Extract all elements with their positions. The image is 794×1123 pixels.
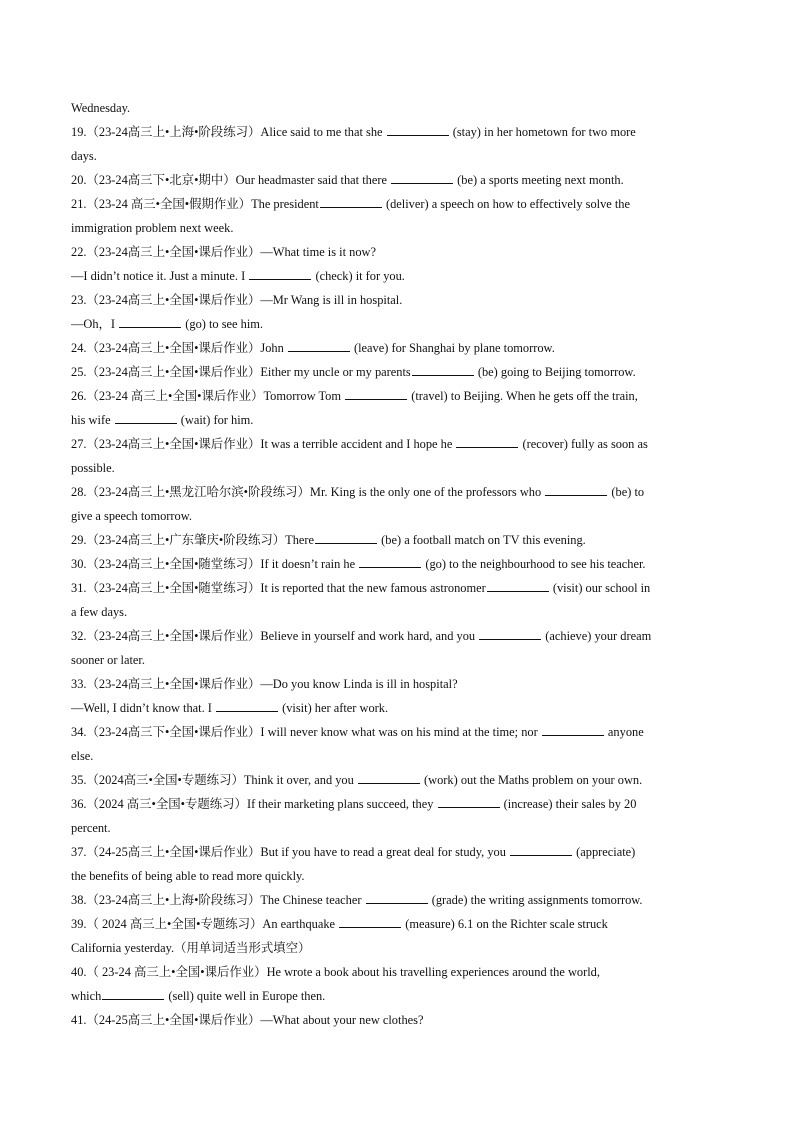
line-text: California yesterday.（用单词适当形式填空） [71, 941, 311, 955]
line-text: percent. [71, 821, 111, 835]
text-line [71, 600, 723, 624]
answer-blank[interactable] [387, 123, 449, 136]
line-text: 30.（23-24高三上•全国•随堂练习）If it doesn’t rain he [71, 557, 359, 571]
line-text: 21.（23-24 高三•全国•假期作业）The president [71, 197, 319, 211]
line-text: (travel) to Beijing. When he gets off the train, [408, 389, 638, 403]
line-text: (grade) the writing assignments tomorrow. [428, 893, 643, 907]
answer-blank[interactable] [366, 891, 428, 904]
line-text: the benefits of being able to read more quickly. [71, 869, 305, 883]
line-text: (appreciate) [573, 845, 636, 859]
text-line [71, 504, 723, 528]
answer-blank[interactable] [487, 579, 549, 592]
text-line [71, 192, 723, 216]
text-line [71, 672, 723, 696]
text-line [71, 480, 723, 504]
line-text: 40.（ 23-24 高三上•全国•课后作业）He wrote a book about his travelling experiences around the world, [71, 965, 600, 979]
text-line [71, 1008, 723, 1032]
text-line [71, 240, 723, 264]
line-text: a few days. [71, 605, 128, 619]
text-line [71, 864, 723, 888]
line-text: (recover) fully as soon as [519, 437, 648, 451]
answer-blank[interactable] [391, 171, 453, 184]
line-text: 19.（23-24高三上•上海•阶段练习）Alice said to me that she [71, 125, 386, 139]
text-line [71, 696, 723, 720]
answer-blank[interactable] [320, 195, 382, 208]
text-line [71, 312, 723, 336]
text-line [71, 360, 723, 384]
line-text: 36.（2024 高三•全国•专题练习）If their marketing plans succeed, they [71, 797, 437, 811]
line-text: 31.（23-24高三上•全国•随堂练习）It is reported that the new famous astronomer [71, 581, 486, 595]
line-text: (deliver) a speech on how to effectively solve the [382, 197, 631, 211]
text-line [71, 168, 723, 192]
text-line [71, 792, 723, 816]
text-line [71, 96, 723, 120]
line-text: (be) a sports meeting next month. [454, 173, 624, 187]
line-text: (check) it for you. [312, 269, 405, 283]
line-text: (stay) in her hometown for two more [449, 125, 636, 139]
line-text: (achieve) your dream [542, 629, 652, 643]
line-text: (be) a football match on TV this evening. [378, 533, 586, 547]
answer-blank[interactable] [119, 315, 181, 328]
text-line [71, 816, 723, 840]
answer-blank[interactable] [479, 627, 541, 640]
text-line [71, 720, 723, 744]
line-text: (go) to the neighbourhood to see his teacher. [422, 557, 646, 571]
text-line [71, 840, 723, 864]
answer-blank[interactable] [115, 411, 177, 424]
answer-blank[interactable] [102, 987, 164, 1000]
line-text: —Oh，I [71, 317, 119, 331]
text-line [71, 912, 723, 936]
answer-blank[interactable] [288, 339, 350, 352]
answer-blank[interactable] [339, 915, 401, 928]
text-line [71, 408, 723, 432]
line-text: (go) to see him. [182, 317, 264, 331]
line-text: 22.（23-24高三上•全国•课后作业）—What time is it now? [71, 245, 376, 259]
text-line [71, 624, 723, 648]
line-text: anyone [604, 725, 644, 739]
line-text: 27.（23-24高三上•全国•课后作业）It was a terrible accident and I hope he [71, 437, 456, 451]
text-line [71, 528, 723, 552]
line-text: 32.（23-24高三上•全国•课后作业）Believe in yourself and work hard, and you [71, 629, 479, 643]
answer-blank[interactable] [510, 843, 572, 856]
line-text: days. [71, 149, 97, 163]
line-text: his wife [71, 413, 114, 427]
line-text: 38.（23-24高三上•上海•阶段练习）The Chinese teacher [71, 893, 365, 907]
answer-blank[interactable] [545, 483, 607, 496]
line-text: 39.（ 2024 高三上•全国•专题练习）An earthquake [71, 917, 339, 931]
line-text: (be) to [608, 485, 645, 499]
text-line [71, 120, 723, 144]
answer-blank[interactable] [216, 699, 278, 712]
text-line [71, 648, 723, 672]
line-text: 28.（23-24高三上•黑龙江哈尔滨•阶段练习）Mr. King is the only one of the professors who [71, 485, 545, 499]
line-text: give a speech tomorrow. [71, 509, 192, 523]
text-line [71, 288, 723, 312]
line-text: (wait) for him. [177, 413, 254, 427]
line-text: 29.（23-24高三上•广东肇庆•阶段练习）There [71, 533, 315, 547]
line-text: Wednesday. [71, 101, 131, 115]
line-text: 26.（23-24 高三上•全国•课后作业）Tomorrow Tom [71, 389, 345, 403]
line-text: (sell) quite well in Europe then. [165, 989, 326, 1003]
text-line [71, 576, 723, 600]
line-text: (leave) for Shanghai by plane tomorrow. [350, 341, 555, 355]
text-line [71, 144, 723, 168]
text-line [71, 264, 723, 288]
line-text: sooner or later. [71, 653, 145, 667]
line-text: —I didn’t notice it. Just a minute. I [71, 269, 249, 283]
answer-blank[interactable] [345, 387, 407, 400]
text-line [71, 216, 723, 240]
line-text: immigration problem next week. [71, 221, 234, 235]
text-line [71, 888, 723, 912]
line-text: else. [71, 749, 94, 763]
exercise-list [71, 96, 723, 1032]
answer-blank[interactable] [315, 531, 377, 544]
line-text: (increase) their sales by 20 [500, 797, 637, 811]
line-text: (visit) her after work. [279, 701, 389, 715]
text-line [71, 768, 723, 792]
answer-blank[interactable] [542, 723, 604, 736]
text-line [71, 744, 723, 768]
text-line [71, 552, 723, 576]
line-text: 34.（23-24高三下•全国•课后作业）I will never know what was on his mind at the time; nor [71, 725, 541, 739]
text-line [71, 336, 723, 360]
answer-blank[interactable] [438, 795, 500, 808]
line-text: 25.（23-24高三上•全国•课后作业）Either my uncle or my parents [71, 365, 411, 379]
line-text: 37.（24-25高三上•全国•课后作业）But if you have to read a great deal for study, you [71, 845, 510, 859]
line-text: 35.（2024高三•全国•专题练习）Think it over, and you [71, 773, 357, 787]
text-line [71, 432, 723, 456]
line-text: 41.（24-25高三上•全国•课后作业）—What about your new clothes? [71, 1013, 424, 1027]
line-text: (work) out the Maths problem on your own. [420, 773, 643, 787]
line-text: which [71, 989, 102, 1003]
answer-blank[interactable] [358, 771, 420, 784]
line-text: possible. [71, 461, 115, 475]
text-line [71, 960, 723, 984]
line-text: 24.（23-24高三上•全国•课后作业）John [71, 341, 287, 355]
text-line [71, 936, 723, 960]
line-text: (be) going to Beijing tomorrow. [474, 365, 636, 379]
text-line [71, 384, 723, 408]
text-line [71, 984, 723, 1008]
text-line [71, 456, 723, 480]
line-text: (measure) 6.1 on the Richter scale struck [402, 917, 608, 931]
line-text: —Well, I didn’t know that. I [71, 701, 215, 715]
line-text: 20.（23-24高三下•北京•期中）Our headmaster said that there [71, 173, 391, 187]
answer-blank[interactable] [249, 267, 311, 280]
line-text: 23.（23-24高三上•全国•课后作业）—Mr Wang is ill in hospital. [71, 293, 403, 307]
line-text: (visit) our school in [549, 581, 651, 595]
answer-blank[interactable] [359, 555, 421, 568]
answer-blank[interactable] [456, 435, 518, 448]
answer-blank[interactable] [412, 363, 474, 376]
line-text: 33.（23-24高三上•全国•课后作业）—Do you know Linda is ill in hospital? [71, 677, 458, 691]
